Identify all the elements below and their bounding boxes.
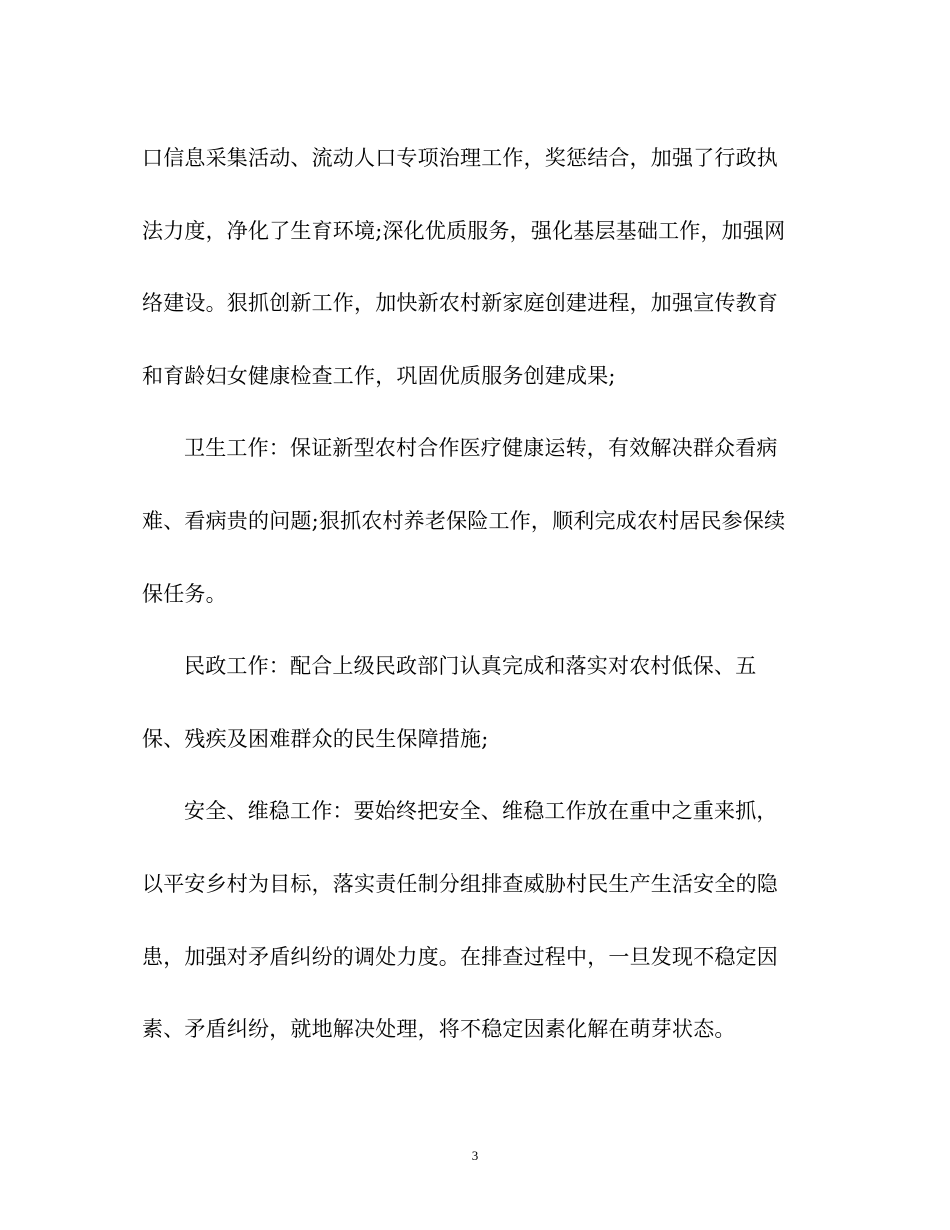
text-line: 难、看病贵的问题;狠抓农村养老保险工作，顺利完成农村居民参保续 — [142, 508, 786, 533]
text-line: 保任务。 — [142, 581, 227, 606]
paragraph-start-line: 安全、维稳工作：要始终把安全、维稳工作放在重中之重来抓， — [184, 799, 778, 824]
text-line: 患，加强对矛盾纠纷的调处力度。在排查过程中，一旦发现不稳定因 — [142, 944, 778, 969]
text-line: 法力度，净化了生育环境;深化优质服务，强化基层基础工作，加强网 — [142, 218, 786, 243]
body-text — [142, 138, 812, 1082]
text-line: 以平安乡村为目标，落实责任制分组排查威胁村民生产生活安全的隐 — [142, 871, 778, 896]
paragraph-start-line: 民政工作：配合上级民政部门认真完成和落实对农村低保、五 — [184, 654, 757, 679]
text-line: 素、矛盾纠纷，就地解决处理，将不稳定因素化解在萌芽状态。 — [142, 1017, 736, 1042]
text-line: 保、残疾及困难群众的民生保障措施; — [142, 726, 489, 751]
page-number: 3 — [471, 1148, 479, 1163]
paragraph-start-line: 卫生工作：保证新型农村合作医疗健康运转，有效解决群众看病 — [184, 436, 778, 461]
text-line: 和育龄妇女健康检查工作，巩固优质服务创建成果; — [142, 363, 616, 388]
text-line: 口信息采集活动、流动人口专项治理工作，奖惩结合，加强了行政执 — [142, 146, 778, 170]
text-line: 络建设。狠抓创新工作，加快新农村新家庭创建进程，加强宣传教育 — [142, 291, 778, 316]
